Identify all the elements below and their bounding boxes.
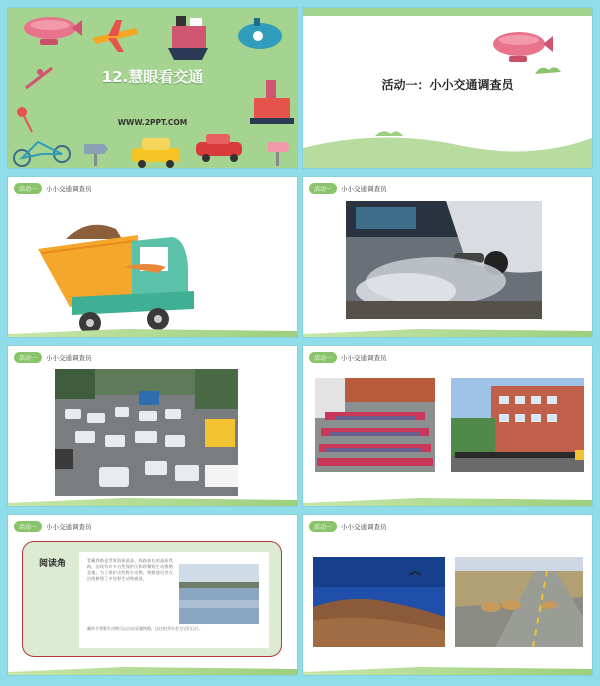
airplane-icon — [92, 20, 138, 52]
slide-1-title[interactable] — [8, 8, 297, 168]
traffic-jam-photo — [55, 369, 238, 496]
slide-6-parking[interactable] — [303, 346, 592, 506]
taxi-icon — [132, 138, 180, 168]
site-url: WWW.2PPT.COM — [117, 118, 188, 127]
bike-parking-photo — [315, 378, 435, 472]
footer-band — [303, 327, 592, 337]
slide-7-reading[interactable] — [8, 515, 297, 675]
slide-2-section[interactable] — [303, 8, 592, 168]
dump-truck-illustration — [8, 177, 297, 337]
tag-text: 小小交通调查员 — [46, 523, 92, 531]
cloud-icon — [535, 67, 561, 74]
green-hill — [303, 137, 592, 168]
submarine-icon — [238, 18, 282, 49]
lake-photo — [179, 564, 259, 624]
tag-pill: 活动一 — [14, 183, 42, 194]
tag-pill: 活动一 — [309, 352, 337, 363]
slide-4-exhaust[interactable] — [303, 177, 592, 337]
slide-3-truck[interactable] — [8, 177, 297, 337]
footer-band — [8, 665, 297, 675]
tag-text: 小小交通调查员 — [46, 354, 92, 362]
tag-text: 小小交通调查员 — [341, 185, 387, 193]
activity-tag — [309, 183, 387, 194]
tag-pill: 活动一 — [14, 521, 42, 532]
activity-tag — [309, 521, 387, 532]
cloud-icon — [375, 131, 403, 136]
signpost-icon — [84, 144, 108, 166]
activity-tag — [309, 352, 387, 363]
exhaust-photo — [346, 201, 542, 319]
blimp-icon — [24, 17, 82, 45]
red-car-icon — [196, 134, 242, 162]
page-title: 12.慧眼看交通 — [101, 68, 204, 86]
activity-tag — [14, 521, 92, 532]
direction-sign-icon — [268, 142, 290, 166]
ship-icon — [168, 16, 208, 60]
bicycle-icon — [14, 142, 70, 166]
footer-band — [303, 496, 592, 506]
reading-paper — [79, 552, 269, 648]
antelope-road-photo — [455, 557, 583, 647]
tag-pill: 活动一 — [309, 183, 337, 194]
blimp-icon — [493, 32, 553, 62]
slide-5-traffic-jam[interactable] — [8, 346, 297, 506]
activity-tag — [14, 352, 92, 363]
slide-8-wildlife[interactable] — [303, 515, 592, 675]
reading-text-2: 藏羚羊等野生动物可以自由穿越铁路，过往的列车会为它们让行。 — [87, 626, 203, 631]
tag-text: 小小交通调查员 — [46, 185, 92, 193]
reading-label: 阅读角 — [39, 559, 67, 569]
reading-text: 青藏铁路是世界海拔最高、线路最长的高原铁路，沿线有许多自然保护区和珍稀野生动物栖息地。为了保护这些野生动物，铁路建设者在沿线修建了多处野生动物通道。 — [87, 558, 173, 581]
cliff-photo — [313, 557, 445, 647]
slide-1-decorations — [8, 8, 297, 168]
footer-band — [8, 496, 297, 506]
tag-pill: 活动一 — [309, 521, 337, 532]
street-bikes-photo — [451, 378, 584, 472]
footer-band — [303, 665, 592, 675]
section-heading: 活动一：小小交通调查员 — [381, 78, 514, 92]
tag-text: 小小交通调查员 — [341, 354, 387, 362]
tag-text: 小小交通调查员 — [341, 523, 387, 531]
tag-pill: 活动一 — [14, 352, 42, 363]
reading-box — [22, 541, 282, 657]
